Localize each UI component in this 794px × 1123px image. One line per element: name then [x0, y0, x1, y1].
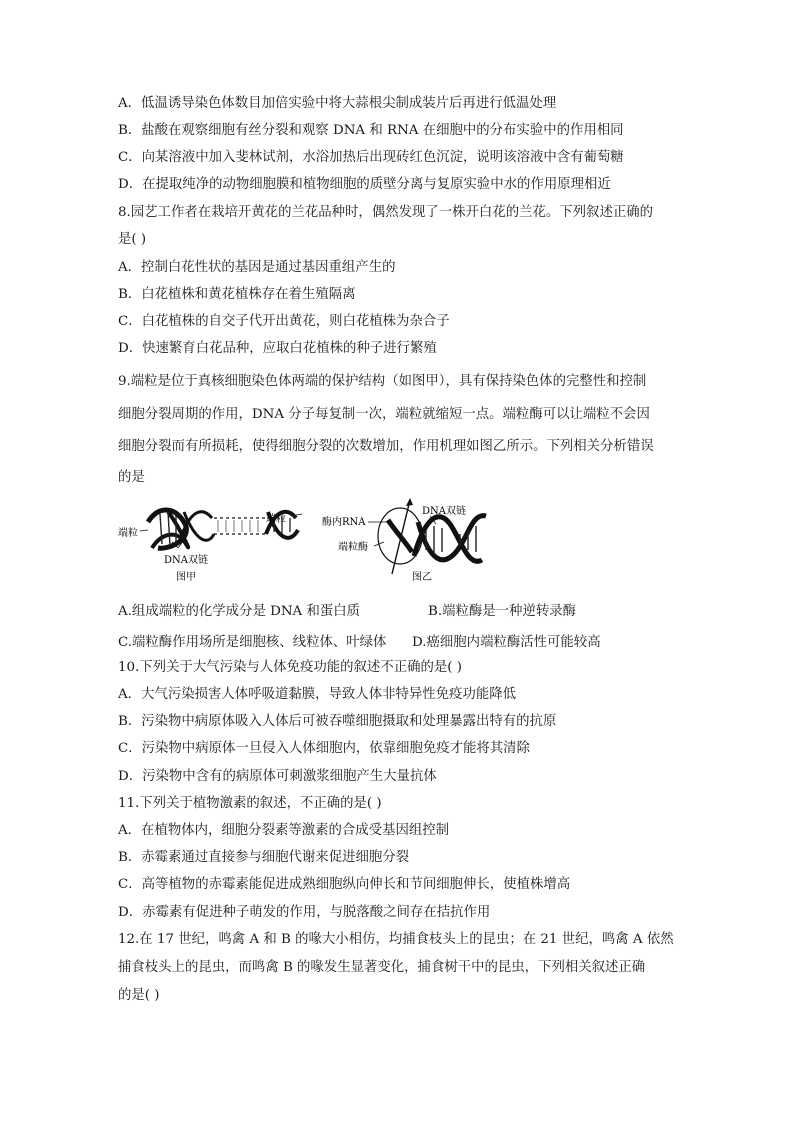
q11-option-d: D．赤霉素有促进种子萌发的作用，与脱落酸之间存在拮抗作用: [118, 905, 491, 920]
q9-option-b: B.端粒酶是一种逆转录酶: [428, 604, 577, 619]
q11-stem: 11.下列关于植物激素的叙述，不正确的是( ): [118, 796, 382, 811]
figure-b-diagram: [322, 494, 494, 586]
q9-option-a: A.组成端粒的化学成分是 DNA 和蛋白质: [118, 604, 361, 619]
q11-option-c: C．高等植物的赤霉素能促进成熟细胞纵向伸长和节间细胞伸长，使植株增高: [118, 877, 571, 892]
q10-option-d: D．污染物中含有的病原体可刺激浆细胞产生大量抗体: [118, 769, 437, 784]
figure-a-label-telomere-left: 端粒: [118, 528, 138, 539]
q8-option-a: A．控制白花性状的基因是通过基因重组产生的: [118, 260, 396, 275]
q8-stem-line1: 8.园艺工作者在栽培开黄花的兰花品种时，偶然发现了一株开白花的兰花。下列叙述正确的: [118, 205, 654, 220]
q10-option-c: C．污染物中病原体一旦侵入人体细胞内，依靠细胞免疫才能将其清除: [118, 741, 530, 756]
q7-option-a: A．低温诱导染色体数目加倍实验中将大蒜根尖制成装片后再进行低温处理: [118, 96, 557, 111]
figure-b-label-rna: 酶内RNA: [322, 517, 366, 528]
figure-a-label-dna: DNA双链: [164, 555, 208, 566]
q12-stem-line1: 12.在 17 世纪，鸣禽 A 和 B 的喙大小相仿，均捕食枝头上的昆虫；在 21 世纪，鸣禽 A 依然: [118, 932, 674, 947]
q9-options-row2: [118, 633, 678, 653]
q10-option-b: B．污染物中病原体吸入人体后可被吞噬细胞摄取和处理暴露出特有的抗原: [118, 714, 557, 729]
figure-b-label-dna: DNA双链: [422, 506, 466, 517]
q9-stem-line4: 的是: [118, 470, 145, 485]
figure-b-caption: 图乙: [412, 572, 432, 583]
q7-option-d: D．在提取纯净的动物细胞膜和植物细胞的质壁分离与复原实验中水的作用原理相近: [118, 177, 611, 192]
q12-stem-line2: 捕食枝头上的昆虫，而鸣禽 B 的喙发生显著变化，捕食树干中的昆虫，下列相关叙述正确: [118, 960, 646, 975]
q10-stem: 10.下列关于大气污染与人体免疫功能的叙述不正确的是( ): [118, 660, 462, 675]
figure-b-label-enzyme: 端粒酶: [338, 542, 368, 553]
q7-option-c: C．向某溶液中加入斐林试剂，水浴加热后出现砖红色沉淀，说明该溶液中含有葡萄糖: [118, 150, 624, 165]
q8-option-b: B．白花植株和黄花植株存在着生殖隔离: [118, 287, 356, 302]
q8-option-d: D．快速繁育白花品种，应取白花植株的种子进行繁殖: [118, 341, 437, 356]
q9-stem-line3: 细胞分裂而有所损耗，使得细胞分裂的次数增加，作用机理如图乙所示。下列相关分析错误: [118, 439, 654, 454]
figure-a-caption: 图甲: [176, 572, 196, 583]
q8-option-c: C．白花植株的自交子代开出黄花，则白花植株为杂合子: [118, 314, 450, 329]
q12-stem-line3: 的是( ): [118, 988, 160, 1003]
q11-option-a: A．在植物体内，细胞分裂素等激素的合成受基因组控制: [118, 823, 450, 838]
q7-option-b: B．盐酸在观察细胞有丝分裂和观察 DNA 和 RNA 在细胞中的分布实验中的作用相同: [118, 123, 624, 138]
figure-b-telomerase: [322, 494, 494, 586]
q8-stem-line2: 是( ): [118, 232, 147, 247]
figure-a-telomere: [118, 500, 308, 588]
figure-a-label-telomere-right: 端粒: [266, 514, 286, 525]
q9-option-c: C.端粒酶作用场所是细胞核、线粒体、叶绿体: [118, 635, 387, 650]
figure-a-diagram: [118, 500, 308, 588]
q9-option-d: D.癌细胞内端粒酶活性可能较高: [412, 635, 601, 650]
q9-stem-line2: 细胞分裂周期的作用，DNA 分子每复制一次，端粒就缩短一点。端粒酶可以让端粒不会因: [118, 407, 650, 422]
q9-options-row1: [118, 602, 678, 622]
q10-option-a: A．大气污染损害人体呼吸道黏膜，导致人体非特异性免疫功能降低: [118, 687, 516, 702]
q11-option-b: B．赤霉素通过直接参与细胞代谢来促进细胞分裂: [118, 850, 410, 865]
q9-stem-line1: 9.端粒是位于真核细胞染色体两端的保护结构（如图甲），具有保持染色体的完整性和控制: [118, 374, 647, 389]
